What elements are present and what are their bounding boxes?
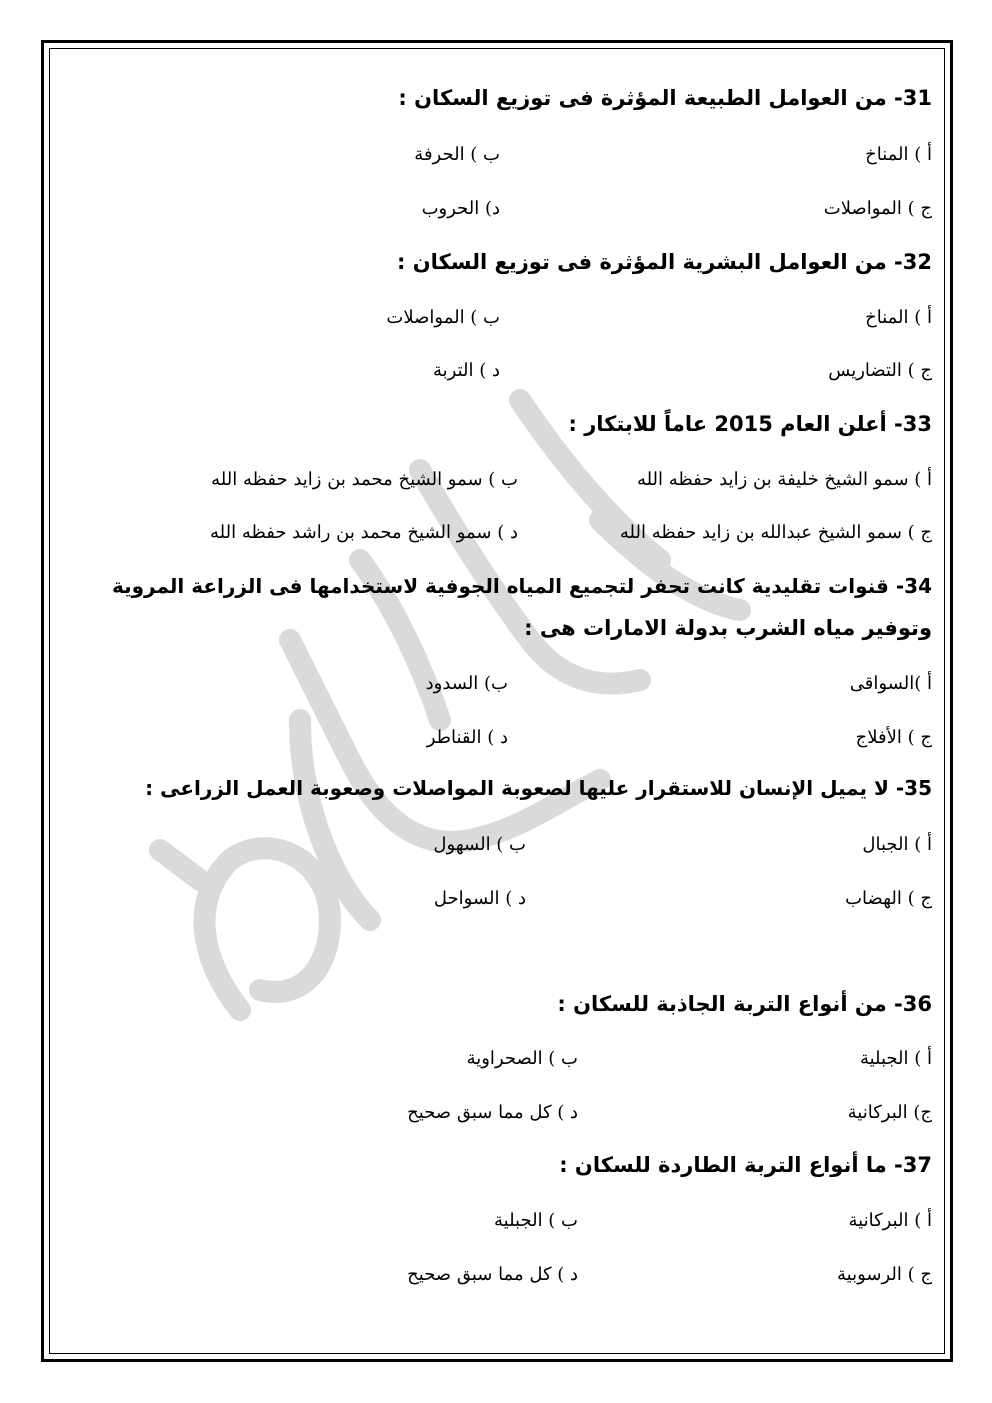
question-34-line-2: وتوفير مياه الشرب بدولة الامارات هى : bbox=[524, 616, 932, 640]
option-b: ب ) سمو الشيخ محمد بن زايد حفظه الله bbox=[211, 469, 518, 490]
question-31: 31- من العوامل الطبيعة المؤثرة فى توزيع السكان : bbox=[398, 86, 932, 110]
option-d: د ) كل مما سبق صحيح bbox=[407, 1102, 578, 1123]
option-c: ج ) سمو الشيخ عبدالله بن زايد حفظه الله bbox=[619, 522, 932, 543]
option-a: أ ) المناخ bbox=[865, 144, 932, 165]
option-b: ب ) الصحراوية bbox=[466, 1048, 578, 1069]
option-c: ج ) التضاريس bbox=[828, 360, 932, 381]
option-c: ج ) المواصلات bbox=[823, 198, 932, 219]
option-d: د ) السواحل bbox=[433, 888, 526, 909]
question-36: 36- من أنواع التربة الجاذبة للسكان : bbox=[557, 992, 932, 1016]
option-d: د ) التربة bbox=[433, 360, 500, 381]
question-33: 33- أعلن العام 2015 عاماً للابتكار : bbox=[568, 412, 932, 436]
question-34-line-1: 34- قنوات تقليدية كانت تحفر لتجميع المياه الجوفية لاستخدامها فى الزراعة المروية bbox=[111, 574, 932, 598]
option-b: ب) السدود bbox=[425, 673, 508, 694]
option-d: د ) سمو الشيخ محمد بن راشد حفظه الله bbox=[210, 522, 518, 543]
option-c: ج) البركانية bbox=[847, 1102, 932, 1123]
question-37: 37- ما أنواع التربة الطاردة للسكان : bbox=[559, 1153, 932, 1177]
option-a: أ ) البركانية bbox=[848, 1210, 932, 1231]
option-d: د) الحروب bbox=[421, 198, 500, 219]
question-32: 32- من العوامل البشرية المؤثرة فى توزيع السكان : bbox=[396, 250, 932, 274]
option-a: أ ) الجبال bbox=[862, 834, 932, 855]
option-a: أ ) الجبلية bbox=[859, 1048, 932, 1069]
option-b: ب ) الجبلية bbox=[494, 1210, 578, 1231]
question-35: 35- لا يميل الإنسان للاستقرار عليها لصعوبة المواصلات وصعوبة العمل الزراعى : bbox=[145, 776, 932, 800]
option-a: أ )السواقى bbox=[849, 673, 932, 694]
option-b: ب ) الحرفة bbox=[414, 144, 500, 165]
option-b: ب ) المواصلات bbox=[386, 307, 500, 328]
option-d: د ) القناطر bbox=[426, 727, 508, 748]
option-d: د ) كل مما سبق صحيح bbox=[407, 1264, 578, 1285]
option-a: أ ) سمو الشيخ خليفة بن زايد حفظه الله bbox=[636, 469, 932, 490]
option-b: ب ) السهول bbox=[433, 834, 526, 855]
option-c: ج ) الهضاب bbox=[845, 888, 932, 909]
option-c: ج ) الرسوبية bbox=[837, 1264, 932, 1285]
option-c: ج ) الأفلاج bbox=[855, 727, 932, 748]
option-a: أ ) المناخ bbox=[865, 307, 932, 328]
